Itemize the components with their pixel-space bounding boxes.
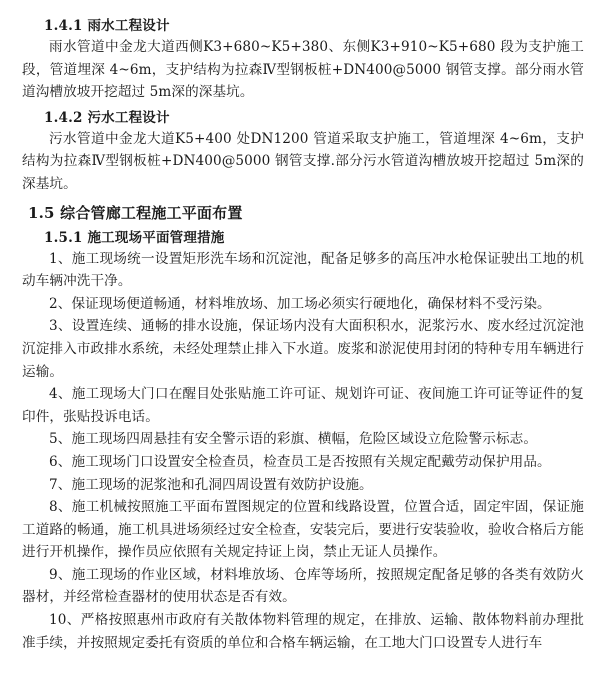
list-item-7: 7、施工现场的泥浆池和孔洞四周设置有效防护设施。 [49, 476, 373, 493]
paragraph-rainwater: 雨水管道中金龙大道西侧K3+680~K5+380、东侧K3+910~K5+680 段为支护施工段，管道埋深 4~6m，支护结构为拉森Ⅳ型钢板桩+DN400@5000 钢管支撑。部分雨水管道沟槽放坡开挖超过 5m深的深基坑。 [22, 39, 584, 101]
list-item-2: 2、保证现场便道畅通，材料堆放场、加工场必须实行硬地化，确保材料不受污染。 [49, 295, 551, 312]
list-item-4: 4、施工现场大门口在醒目处张贴施工许可证、规划许可证、夜间施工许可证等证件的复印件，张贴投诉电话。 [22, 386, 584, 425]
heading-1-4-2: 1.4.2 污水工程设计 [44, 109, 170, 126]
heading-1-5-1: 1.5.1 施工现场平面管理措施 [44, 229, 225, 246]
heading-1-4-1: 1.4.1 雨水工程设计 [44, 18, 170, 34]
heading-1-5: 1.5 综合管廊工程施工平面布置 [28, 203, 243, 222]
list-item-10: 10、严格按照惠州市政府有关散体物料管理的规定，在排放、运输、散体物料前办理批准手续，并按照规定委托有资质的单位和合格车辆运输，在工地大门口设置专人进行车 [22, 612, 584, 651]
list-item-9: 9、施工现场的作业区域，材料堆放场、仓库等场所，按照规定配备足够的各类有效防火器材，并经常检查器材的使用状态是否有效。 [22, 566, 584, 606]
list-item-1: 1、施工现场统一设置矩形洗车场和沉淀池，配备足够多的高压冲水枪保证驶出工地的机动车辆冲洗干净。 [22, 250, 584, 290]
list-item-6: 6、施工现场门口设置安全检查员，检查员工是否按照有关规定配戴劳动保护用品。 [49, 453, 551, 470]
paragraph-sewage: 污水管道中金龙大道K5+400 处DN1200 管道采取支护施工，管道埋深 4~6m，支护结构为拉森Ⅳ型钢板桩+DN400@5000 钢管支撑.部分污水管道沟槽放坡开挖超过 5m深的深基坑。 [22, 130, 584, 192]
list-item-5: 5、施工现场四周悬挂有安全警示语的彩旗、横幅，危险区域设立危险警示标志。 [49, 431, 538, 448]
list-item-3: 3、设置连续、通畅的排水设施，保证场内没有大面积积水，泥浆污水、废水经过沉淀池沉淀排入市政排水系统，未经处理禁止排入下水道。废浆和淤泥使用封闭的特种专用车辆进行运输。 [22, 318, 584, 380]
list-item-8: 8、施工机械按照施工平面布置图规定的位置和线路设置，位置合适，固定牢固，保证施工道路的畅通，施工机具进场须经过安全检查，安装完后，要进行安装验收，验收合格后方能进行开机操作，操作员应依照有关规定持证上岗，禁止无证人员操作。 [22, 499, 584, 561]
